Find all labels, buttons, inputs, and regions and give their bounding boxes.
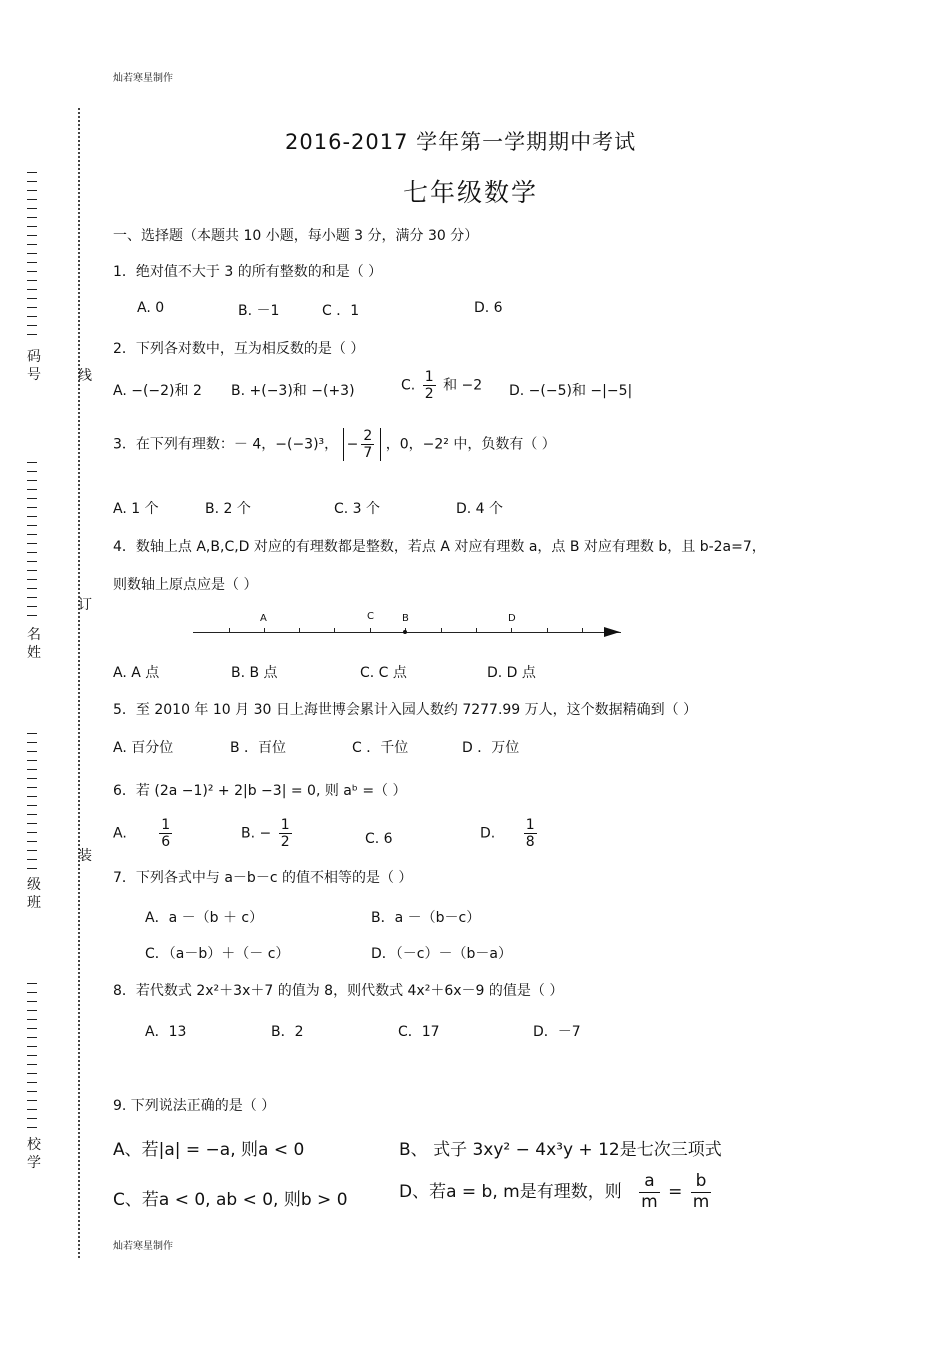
q9-option-c: C、若a < 0, ab < 0, 则b > 0 bbox=[113, 1190, 348, 1210]
q9-option-a: A、若|a| = −a, 则a < 0 bbox=[113, 1140, 305, 1160]
q8-option-d: D．－7 bbox=[533, 1024, 581, 1040]
q3-option-c: C. 3 个 bbox=[334, 501, 381, 517]
q1-option-b: B. －1 bbox=[238, 303, 280, 319]
name-field-line bbox=[27, 462, 37, 622]
q6-option-a: A. $\frac{1}{6}$ bbox=[113, 817, 171, 851]
number-line bbox=[193, 632, 621, 633]
q2-option-b: B. +(−3)和 −(+3) bbox=[231, 383, 355, 399]
point-label-d: D bbox=[508, 613, 516, 624]
point-label-c: C bbox=[367, 611, 374, 622]
q4-option-a: A. A 点 bbox=[113, 665, 160, 681]
class-field-line bbox=[27, 733, 37, 873]
exam-title: 2016-2017 学年第一学期期中考试 bbox=[285, 130, 637, 154]
question-7: 7．下列各式中与 a－b－c 的值不相等的是（ ） bbox=[113, 870, 413, 886]
header-note: 灿若寒星制作 bbox=[113, 73, 173, 84]
arrow-icon bbox=[604, 627, 620, 637]
school-field-line bbox=[27, 983, 37, 1133]
binding-label-code: 码 号 bbox=[27, 349, 41, 383]
q6-option-b: B. − $\frac{1}{2}$ bbox=[241, 817, 290, 851]
q7-option-c: C．（a－b）＋（－ c） bbox=[145, 946, 290, 962]
q5-option-c: C ．千位 bbox=[352, 740, 409, 756]
q8-option-a: A．13 bbox=[145, 1024, 187, 1040]
question-6: 6．若 (2a −1)² + 2|b −3| = 0, 则 aᵇ =（ ） bbox=[113, 783, 407, 799]
footer-note: 灿若寒星制作 bbox=[113, 1241, 173, 1252]
binding-label-name: 名 姓 bbox=[27, 627, 41, 661]
q3-option-d: D. 4 个 bbox=[456, 501, 504, 517]
q9-option-b: B、 式子 3xy² − 4x³y + 12是七次三项式 bbox=[399, 1140, 722, 1160]
binding-label-school: 校 学 bbox=[27, 1137, 41, 1171]
q5-option-b: B ．百位 bbox=[230, 740, 287, 756]
binding-dotted-line bbox=[78, 108, 80, 1258]
q6-option-d: D. $\frac{1}{8}$ bbox=[480, 817, 535, 851]
question-4-line2: 则数轴上原点应是（ ） bbox=[113, 577, 258, 593]
q5-option-d: D ．万位 bbox=[462, 740, 520, 756]
section-heading: 一、选择题（本题共 10 小题，每小题 3 分，满分 30 分） bbox=[113, 228, 479, 244]
cut-mark-line: 线 bbox=[78, 368, 92, 384]
q1-option-a: A. 0 bbox=[137, 300, 165, 316]
q2-option-d: D. −(−5)和 −|−5| bbox=[509, 383, 633, 399]
q9-option-d: D、若a = b, m是有理数，则 $\frac{a}{m}$ = $\frac{b}{m}$ bbox=[399, 1171, 710, 1212]
point-label-b: B bbox=[402, 613, 409, 624]
q4-option-d: D. D 点 bbox=[487, 665, 536, 681]
q7-option-b: B．a －（b－c） bbox=[371, 910, 481, 926]
q3-option-a: A. 1 个 bbox=[113, 501, 159, 517]
question-4: 4．数轴上点 A,B,C,D 对应的有理数都是整数，若点 A 对应有理数 a，点 B 对应有理数 b，且 b-2a=7， bbox=[113, 539, 766, 555]
question-1: 1．绝对值不大于 3 的所有整数的和是（ ） bbox=[113, 264, 383, 280]
q7-option-d: D．（－c）－（b－a） bbox=[371, 946, 512, 962]
q2-option-a: A. −(−2)和 2 bbox=[113, 383, 202, 399]
q4-option-b: B. B 点 bbox=[231, 665, 278, 681]
question-2: 2．下列各对数中，互为相反数的是（ ） bbox=[113, 341, 365, 357]
binding-label-class: 级 班 bbox=[27, 877, 41, 911]
cut-mark-bind: 装 bbox=[78, 848, 92, 864]
q7-option-a: A．a －（b ＋ c） bbox=[145, 910, 264, 926]
fraction-denominator: 2 bbox=[424, 386, 434, 403]
q1-option-d: D. 6 bbox=[474, 300, 503, 316]
q8-option-b: B．2 bbox=[271, 1024, 304, 1040]
question-8: 8．若代数式 2x²＋3x＋7 的值为 8，则代数式 4x²＋6x－9 的值是（ ） bbox=[113, 983, 564, 999]
q5-option-a: A. 百分位 bbox=[113, 740, 174, 756]
q1-option-c: C ．1 bbox=[322, 303, 360, 319]
point-label-a: A bbox=[260, 613, 267, 624]
q2-option-c: C. $\frac{1}{2}$ 和 −2 bbox=[401, 369, 483, 403]
q3-option-b: B. 2 个 bbox=[205, 501, 251, 517]
exam-subtitle: 七年级数学 bbox=[403, 178, 539, 207]
q8-option-c: C．17 bbox=[398, 1024, 440, 1040]
q4-option-c: C. C 点 bbox=[360, 665, 407, 681]
fraction-numerator: 1 bbox=[424, 369, 434, 385]
name-field-line bbox=[27, 172, 37, 342]
question-5: 5．至 2010 年 10 月 30 日上海世博会累计入园人数约 7277.99 万人，这个数据精确到（ ） bbox=[113, 702, 698, 718]
question-3: 3．在下列有理数：－ 4，−(−3)³， − $\frac{2}{7}$ ，0，−2² 中，负数有（ ） bbox=[113, 428, 556, 462]
q6-option-c: C. 6 bbox=[365, 831, 393, 847]
question-9: 9. 下列说法正确的是（ ） bbox=[113, 1098, 276, 1114]
cut-mark-staple: 订 bbox=[78, 597, 92, 613]
